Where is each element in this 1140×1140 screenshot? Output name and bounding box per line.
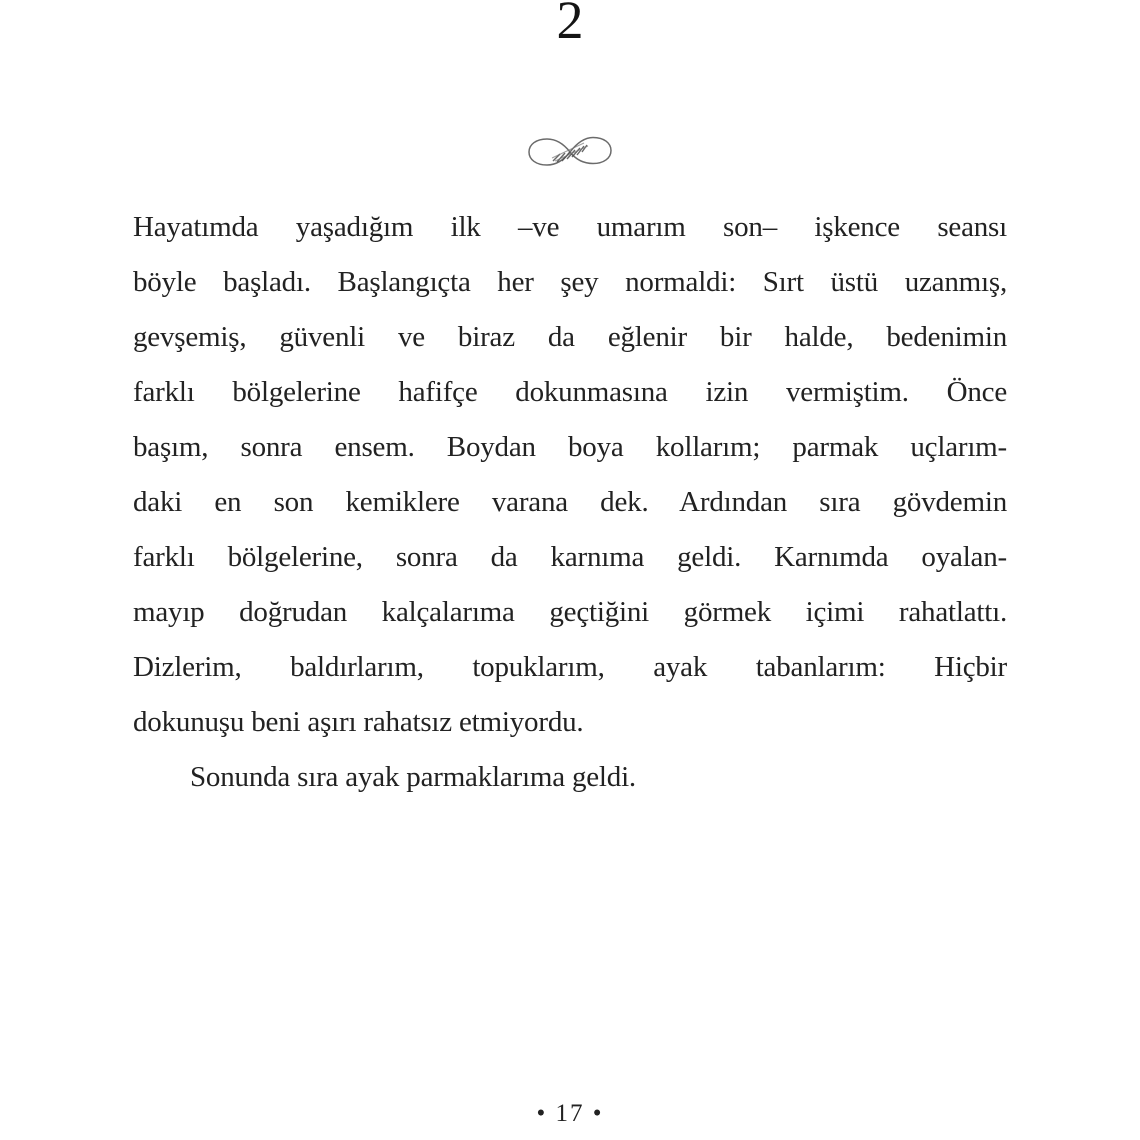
paragraph-line: Dizlerim, baldırlarım, topuklarım, ayak tabanlarım: Hiçbir [133,651,1007,683]
paragraph-line: başım, sonra ensem. Boydan boya kollarım; parmak uçlarım- [133,431,1007,463]
body-text [133,200,1007,805]
chapter-number: 2 [556,0,584,50]
infinity-ornament-icon [522,132,618,172]
paragraph-line: farklı bölgelerine hafifçe dokunmasına izin vermiştim. Önce [133,376,1007,408]
paragraph-line: Hayatımda yaşadığım ilk –ve umarım son– işkence seansı [133,211,1007,243]
paragraph-line: böyle başladı. Başlangıçta her şey normaldi: Sırt üstü uzanmış, [133,266,1007,298]
paragraph-line: mayıp doğrudan kalçalarıma geçtiğini görmek içimi rahatlattı. [133,596,1007,628]
section-ornament [0,132,1140,174]
paragraph-line: gevşemiş, güvenli ve biraz da eğlenir bir halde, bedenimin [133,321,1007,353]
paragraph-line: Sonunda sıra ayak parmaklarıma geldi. [190,761,636,793]
page-number: • 17 • [536,1100,604,1127]
paragraph-line: farklı bölgelerine, sonra da karnıma geldi. Karnımda oyalan- [133,541,1007,573]
paragraph-line: dokunuşu beni aşırı rahatsız etmiyordu. [133,706,584,738]
paragraph-line: daki en son kemiklere varana dek. Ardından sıra gövdemin [133,486,1007,518]
